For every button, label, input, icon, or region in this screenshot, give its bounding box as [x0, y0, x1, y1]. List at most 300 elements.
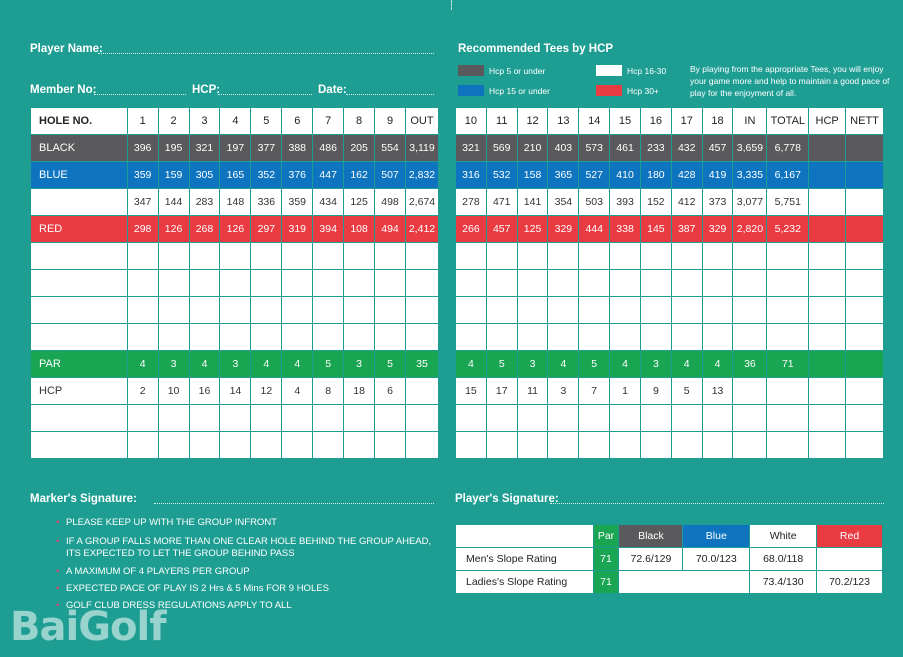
- legend-label-white: Hcp 16-30: [627, 66, 667, 76]
- score-cell[interactable]: [127, 432, 158, 459]
- header-row: [456, 108, 884, 135]
- marker-signature-label: Marker's Signature:: [30, 493, 137, 505]
- score-cell[interactable]: [313, 270, 344, 297]
- score-cell[interactable]: [640, 324, 671, 351]
- score-cell[interactable]: [733, 270, 767, 297]
- score-cell[interactable]: [486, 243, 517, 270]
- score-cell: 158: [517, 162, 548, 189]
- score-cell: 387: [671, 216, 702, 243]
- score-cell[interactable]: [375, 432, 406, 459]
- score-cell[interactable]: [158, 297, 189, 324]
- score-cell: 569: [486, 135, 517, 162]
- score-row-empty: [31, 324, 439, 351]
- score-cell[interactable]: [220, 243, 251, 270]
- score-cell[interactable]: [702, 432, 733, 459]
- mens-par: 71: [593, 548, 619, 571]
- score-cell: 162: [344, 162, 375, 189]
- score-cell[interactable]: [189, 432, 220, 459]
- score-cell[interactable]: [282, 297, 313, 324]
- header-cell: NETT: [846, 108, 884, 135]
- score-cell[interactable]: [548, 243, 579, 270]
- score-row-empty: [31, 243, 439, 270]
- score-cell: 12: [251, 378, 282, 405]
- score-cell: 3: [517, 351, 548, 378]
- score-cell: 434: [313, 189, 344, 216]
- score-cell[interactable]: [486, 297, 517, 324]
- ladies-red: 70.2/123: [817, 571, 883, 594]
- score-cell: 376: [282, 162, 313, 189]
- score-cell: 396: [127, 135, 158, 162]
- score-cell[interactable]: [767, 270, 809, 297]
- score-cell[interactable]: [344, 243, 375, 270]
- score-cell: 457: [702, 135, 733, 162]
- score-row-empty: [456, 243, 884, 270]
- score-cell[interactable]: [375, 270, 406, 297]
- score-cell: 359: [282, 189, 313, 216]
- score-cell[interactable]: [702, 297, 733, 324]
- score-cell: 35: [405, 351, 438, 378]
- score-cell[interactable]: [517, 324, 548, 351]
- score-cell[interactable]: [220, 405, 251, 432]
- date-field[interactable]: [346, 94, 434, 95]
- score-cell[interactable]: [548, 297, 579, 324]
- score-cell: 507: [375, 162, 406, 189]
- legend-swatch-black: [458, 65, 484, 76]
- score-cell: 321: [456, 135, 487, 162]
- score-cell[interactable]: [809, 432, 846, 459]
- score-cell[interactable]: [251, 243, 282, 270]
- rule-item: • GOLF CLUB DRESS REGULATIONS APPLY TO ALL: [66, 600, 436, 612]
- score-cell: 3,077: [733, 189, 767, 216]
- score-cell[interactable]: [767, 297, 809, 324]
- score-cell[interactable]: [456, 405, 487, 432]
- score-cell[interactable]: [846, 135, 884, 162]
- score-cell[interactable]: [640, 432, 671, 459]
- score-row-empty: [456, 324, 884, 351]
- score-cell[interactable]: [640, 297, 671, 324]
- score-cell: 321: [189, 135, 220, 162]
- score-cell: 297: [251, 216, 282, 243]
- score-cell: 393: [610, 189, 641, 216]
- slope-header-red: Red: [817, 525, 883, 548]
- score-cell[interactable]: [767, 432, 809, 459]
- score-cell[interactable]: [127, 297, 158, 324]
- score-cell[interactable]: [846, 324, 884, 351]
- score-cell[interactable]: [579, 324, 610, 351]
- score-row-white: [31, 189, 439, 216]
- score-cell[interactable]: [282, 270, 313, 297]
- header-cell: 6: [282, 108, 313, 135]
- score-cell[interactable]: [579, 297, 610, 324]
- score-cell[interactable]: [610, 297, 641, 324]
- rule-item: • IF A GROUP FALLS MORE THAN ONE CLEAR HOLE BEHIND THE GROUP AHEAD, ITS EXPECTED TO LET THE GROUP BEHIND PASS: [66, 536, 438, 560]
- score-cell[interactable]: [671, 324, 702, 351]
- score-cell[interactable]: [809, 216, 846, 243]
- score-cell: 4: [456, 351, 487, 378]
- score-cell: 5,232: [767, 216, 809, 243]
- score-cell[interactable]: [456, 432, 487, 459]
- score-cell: 195: [158, 135, 189, 162]
- score-cell[interactable]: [344, 270, 375, 297]
- score-cell[interactable]: [31, 297, 128, 324]
- member-no-field[interactable]: [94, 94, 186, 95]
- score-cell: 2,412: [405, 216, 438, 243]
- score-cell[interactable]: [809, 189, 846, 216]
- score-cell[interactable]: [809, 270, 846, 297]
- score-cell: 329: [702, 216, 733, 243]
- score-cell[interactable]: [579, 432, 610, 459]
- score-cell[interactable]: [702, 243, 733, 270]
- score-cell[interactable]: [375, 243, 406, 270]
- score-cell: 18: [344, 378, 375, 405]
- header-cell: 12: [517, 108, 548, 135]
- score-cell[interactable]: [733, 405, 767, 432]
- score-cell[interactable]: [31, 405, 128, 432]
- score-cell[interactable]: [405, 270, 438, 297]
- score-cell[interactable]: [809, 351, 846, 378]
- front-nine-table: [30, 107, 439, 459]
- score-cell[interactable]: [733, 378, 767, 405]
- score-cell: 152: [640, 189, 671, 216]
- score-cell[interactable]: [579, 243, 610, 270]
- score-cell[interactable]: [733, 243, 767, 270]
- score-cell[interactable]: [733, 324, 767, 351]
- score-cell[interactable]: [610, 270, 641, 297]
- score-cell[interactable]: [702, 324, 733, 351]
- score-cell: 410: [610, 162, 641, 189]
- score-cell: 352: [251, 162, 282, 189]
- score-cell[interactable]: [220, 297, 251, 324]
- score-cell[interactable]: [313, 297, 344, 324]
- score-cell: 4: [548, 351, 579, 378]
- score-cell[interactable]: [517, 297, 548, 324]
- header-cell: 18: [702, 108, 733, 135]
- score-cell[interactable]: [767, 378, 809, 405]
- score-cell: 108: [344, 216, 375, 243]
- rule-item: • PLEASE KEEP UP WITH THE GROUP INFRONT: [66, 517, 436, 529]
- score-cell[interactable]: [486, 405, 517, 432]
- score-cell[interactable]: [189, 324, 220, 351]
- score-cell: 305: [189, 162, 220, 189]
- mens-blue: 70.0/123: [683, 548, 750, 571]
- score-row-empty: [456, 270, 884, 297]
- slope-rating-table: [455, 524, 883, 594]
- mens-white: 68.0/118: [750, 548, 817, 571]
- score-cell: 2,674: [405, 189, 438, 216]
- score-cell[interactable]: [809, 324, 846, 351]
- mens-red: [817, 548, 883, 571]
- score-cell: 205: [344, 135, 375, 162]
- score-cell[interactable]: [375, 297, 406, 324]
- member-no-label: Member No:: [30, 84, 97, 96]
- score-cell: 266: [456, 216, 487, 243]
- score-cell: 14: [220, 378, 251, 405]
- score-cell[interactable]: [846, 297, 884, 324]
- score-cell: 3: [548, 378, 579, 405]
- score-cell: 3,335: [733, 162, 767, 189]
- score-cell[interactable]: [282, 324, 313, 351]
- slope-header-blue: Blue: [683, 525, 750, 548]
- score-cell[interactable]: [809, 162, 846, 189]
- score-cell: 4: [251, 351, 282, 378]
- score-cell[interactable]: [127, 324, 158, 351]
- header-cell: 2: [158, 108, 189, 135]
- score-cell: BLUE: [31, 162, 128, 189]
- score-cell[interactable]: [517, 405, 548, 432]
- score-cell: 394: [313, 216, 344, 243]
- score-cell[interactable]: [344, 405, 375, 432]
- header-cell: 10: [456, 108, 487, 135]
- legend-label-black: Hcp 5 or under: [489, 66, 546, 76]
- score-cell[interactable]: [702, 270, 733, 297]
- score-cell: 71: [767, 351, 809, 378]
- score-cell: 145: [640, 216, 671, 243]
- score-cell: BLACK: [31, 135, 128, 162]
- score-cell: 486: [313, 135, 344, 162]
- score-cell[interactable]: [767, 405, 809, 432]
- score-cell[interactable]: [127, 405, 158, 432]
- score-cell: 3: [158, 351, 189, 378]
- player-signature-label: Player's Signature:: [455, 493, 559, 505]
- score-cell[interactable]: [846, 432, 884, 459]
- player-name-field[interactable]: [98, 53, 434, 54]
- score-cell[interactable]: [671, 432, 702, 459]
- score-cell: 419: [702, 162, 733, 189]
- score-cell[interactable]: [127, 243, 158, 270]
- score-cell[interactable]: [220, 270, 251, 297]
- score-cell[interactable]: [640, 405, 671, 432]
- score-cell[interactable]: [846, 351, 884, 378]
- score-cell[interactable]: [31, 270, 128, 297]
- score-cell[interactable]: [702, 405, 733, 432]
- mens-black: 72.6/129: [619, 548, 683, 571]
- score-cell[interactable]: [251, 324, 282, 351]
- score-cell: 36: [733, 351, 767, 378]
- score-cell: 3: [640, 351, 671, 378]
- score-cell[interactable]: [486, 432, 517, 459]
- score-cell[interactable]: [846, 189, 884, 216]
- score-cell[interactable]: [189, 297, 220, 324]
- score-cell[interactable]: [579, 405, 610, 432]
- score-cell: 6: [375, 378, 406, 405]
- score-cell: 532: [486, 162, 517, 189]
- score-cell[interactable]: [640, 270, 671, 297]
- score-cell[interactable]: [375, 324, 406, 351]
- score-cell[interactable]: [375, 405, 406, 432]
- score-cell: 11: [517, 378, 548, 405]
- score-cell[interactable]: [809, 405, 846, 432]
- score-cell[interactable]: [809, 243, 846, 270]
- score-cell[interactable]: [846, 216, 884, 243]
- score-cell: 197: [220, 135, 251, 162]
- score-cell: 210: [517, 135, 548, 162]
- score-cell[interactable]: [282, 405, 313, 432]
- score-cell: 7: [579, 378, 610, 405]
- score-cell[interactable]: [671, 243, 702, 270]
- score-cell: 125: [517, 216, 548, 243]
- score-cell: 141: [517, 189, 548, 216]
- score-cell[interactable]: [405, 243, 438, 270]
- rule-item: • A MAXIMUM OF 4 PLAYERS PER GROUP: [66, 566, 436, 578]
- score-cell: 298: [127, 216, 158, 243]
- score-cell[interactable]: [344, 432, 375, 459]
- score-cell[interactable]: [767, 324, 809, 351]
- hcp-field[interactable]: [218, 94, 312, 95]
- score-cell[interactable]: [733, 297, 767, 324]
- score-cell[interactable]: [189, 243, 220, 270]
- score-cell[interactable]: [846, 378, 884, 405]
- score-cell[interactable]: [189, 405, 220, 432]
- score-cell[interactable]: [517, 270, 548, 297]
- score-cell[interactable]: [158, 324, 189, 351]
- score-cell[interactable]: [251, 270, 282, 297]
- score-cell[interactable]: [548, 270, 579, 297]
- score-cell: 527: [579, 162, 610, 189]
- header-cell: HCP: [809, 108, 846, 135]
- score-cell[interactable]: [610, 432, 641, 459]
- score-cell[interactable]: [189, 270, 220, 297]
- score-cell[interactable]: [486, 270, 517, 297]
- score-cell: 3,659: [733, 135, 767, 162]
- score-cell[interactable]: [456, 324, 487, 351]
- score-cell[interactable]: [220, 324, 251, 351]
- score-cell[interactable]: [31, 243, 128, 270]
- ladies-par: 71: [593, 571, 619, 594]
- legend-swatch-red: [596, 85, 622, 96]
- score-cell: 412: [671, 189, 702, 216]
- score-cell[interactable]: [251, 432, 282, 459]
- slope-header-par: Par: [593, 525, 619, 548]
- header-cell: 9: [375, 108, 406, 135]
- score-cell[interactable]: [31, 432, 128, 459]
- score-cell: 4: [282, 378, 313, 405]
- player-signature-field[interactable]: [550, 503, 884, 504]
- score-cell[interactable]: [127, 270, 158, 297]
- header-cell: 7: [313, 108, 344, 135]
- score-cell[interactable]: [158, 270, 189, 297]
- score-cell: 5: [579, 351, 610, 378]
- score-row-hcp: [31, 378, 439, 405]
- score-row-blue: [456, 162, 884, 189]
- score-cell: 2,832: [405, 162, 438, 189]
- score-cell[interactable]: [456, 270, 487, 297]
- score-cell[interactable]: [846, 162, 884, 189]
- score-cell: 4: [702, 351, 733, 378]
- score-cell[interactable]: [405, 432, 438, 459]
- score-cell: 354: [548, 189, 579, 216]
- score-cell[interactable]: [548, 432, 579, 459]
- score-cell: 365: [548, 162, 579, 189]
- score-cell[interactable]: [31, 324, 128, 351]
- score-cell[interactable]: [809, 297, 846, 324]
- score-cell[interactable]: [517, 243, 548, 270]
- score-cell[interactable]: [31, 189, 128, 216]
- score-cell[interactable]: [846, 405, 884, 432]
- score-cell[interactable]: [733, 432, 767, 459]
- header-cell: 16: [640, 108, 671, 135]
- score-cell: 6,778: [767, 135, 809, 162]
- score-cell[interactable]: [344, 324, 375, 351]
- score-cell[interactable]: [405, 405, 438, 432]
- legend-label-blue: Hcp 15 or under: [489, 86, 550, 96]
- score-cell: 444: [579, 216, 610, 243]
- tees-note: By playing from the appropriate Tees, you will enjoy your game more and help to maintain a good pace of play for the enjoyment of all.: [690, 64, 890, 98]
- score-cell: RED: [31, 216, 128, 243]
- score-cell[interactable]: [610, 405, 641, 432]
- ladies-slope-label: Ladies's Slope Rating: [456, 571, 594, 594]
- score-row-par: [456, 351, 884, 378]
- score-cell[interactable]: [220, 432, 251, 459]
- header-cell: 8: [344, 108, 375, 135]
- score-cell[interactable]: [846, 243, 884, 270]
- score-cell: 4: [282, 351, 313, 378]
- slope-header-blank: [456, 525, 594, 548]
- score-cell: 10: [158, 378, 189, 405]
- score-cell[interactable]: [517, 432, 548, 459]
- score-cell: 5: [486, 351, 517, 378]
- score-cell[interactable]: [344, 297, 375, 324]
- score-cell[interactable]: [158, 405, 189, 432]
- score-cell: 180: [640, 162, 671, 189]
- score-cell[interactable]: [282, 432, 313, 459]
- header-row: [31, 108, 439, 135]
- score-cell: 4: [127, 351, 158, 378]
- score-row-empty: [456, 405, 884, 432]
- score-cell[interactable]: [548, 324, 579, 351]
- score-cell[interactable]: [251, 297, 282, 324]
- score-cell[interactable]: [640, 243, 671, 270]
- score-cell[interactable]: [158, 432, 189, 459]
- slope-header-black: Black: [619, 525, 683, 548]
- score-cell[interactable]: [846, 270, 884, 297]
- score-cell[interactable]: [313, 324, 344, 351]
- score-cell[interactable]: [456, 297, 487, 324]
- header-cell: 13: [548, 108, 579, 135]
- marker-signature-field[interactable]: [154, 503, 434, 504]
- score-cell[interactable]: [405, 324, 438, 351]
- score-cell[interactable]: [158, 243, 189, 270]
- score-cell[interactable]: [809, 135, 846, 162]
- score-cell[interactable]: [809, 378, 846, 405]
- score-cell[interactable]: [579, 270, 610, 297]
- ladies-black-blue: [619, 571, 750, 594]
- score-cell: 233: [640, 135, 671, 162]
- score-cell[interactable]: [313, 432, 344, 459]
- header-cell: TOTAL: [767, 108, 809, 135]
- score-cell[interactable]: [767, 243, 809, 270]
- score-cell[interactable]: [313, 243, 344, 270]
- score-row-empty: [31, 270, 439, 297]
- score-row-empty: [31, 297, 439, 324]
- score-cell[interactable]: [610, 324, 641, 351]
- score-cell[interactable]: [671, 297, 702, 324]
- score-cell[interactable]: [456, 243, 487, 270]
- mens-slope-label: Men's Slope Rating: [456, 548, 594, 571]
- score-cell[interactable]: [282, 243, 313, 270]
- score-row-white: [456, 189, 884, 216]
- score-cell: 6,167: [767, 162, 809, 189]
- score-cell[interactable]: [610, 243, 641, 270]
- score-cell[interactable]: [313, 405, 344, 432]
- score-cell[interactable]: [251, 405, 282, 432]
- score-cell[interactable]: [671, 405, 702, 432]
- score-cell[interactable]: [405, 297, 438, 324]
- score-cell[interactable]: [548, 405, 579, 432]
- score-cell: 2,820: [733, 216, 767, 243]
- score-cell[interactable]: [486, 324, 517, 351]
- score-cell[interactable]: [405, 378, 438, 405]
- score-cell[interactable]: [671, 270, 702, 297]
